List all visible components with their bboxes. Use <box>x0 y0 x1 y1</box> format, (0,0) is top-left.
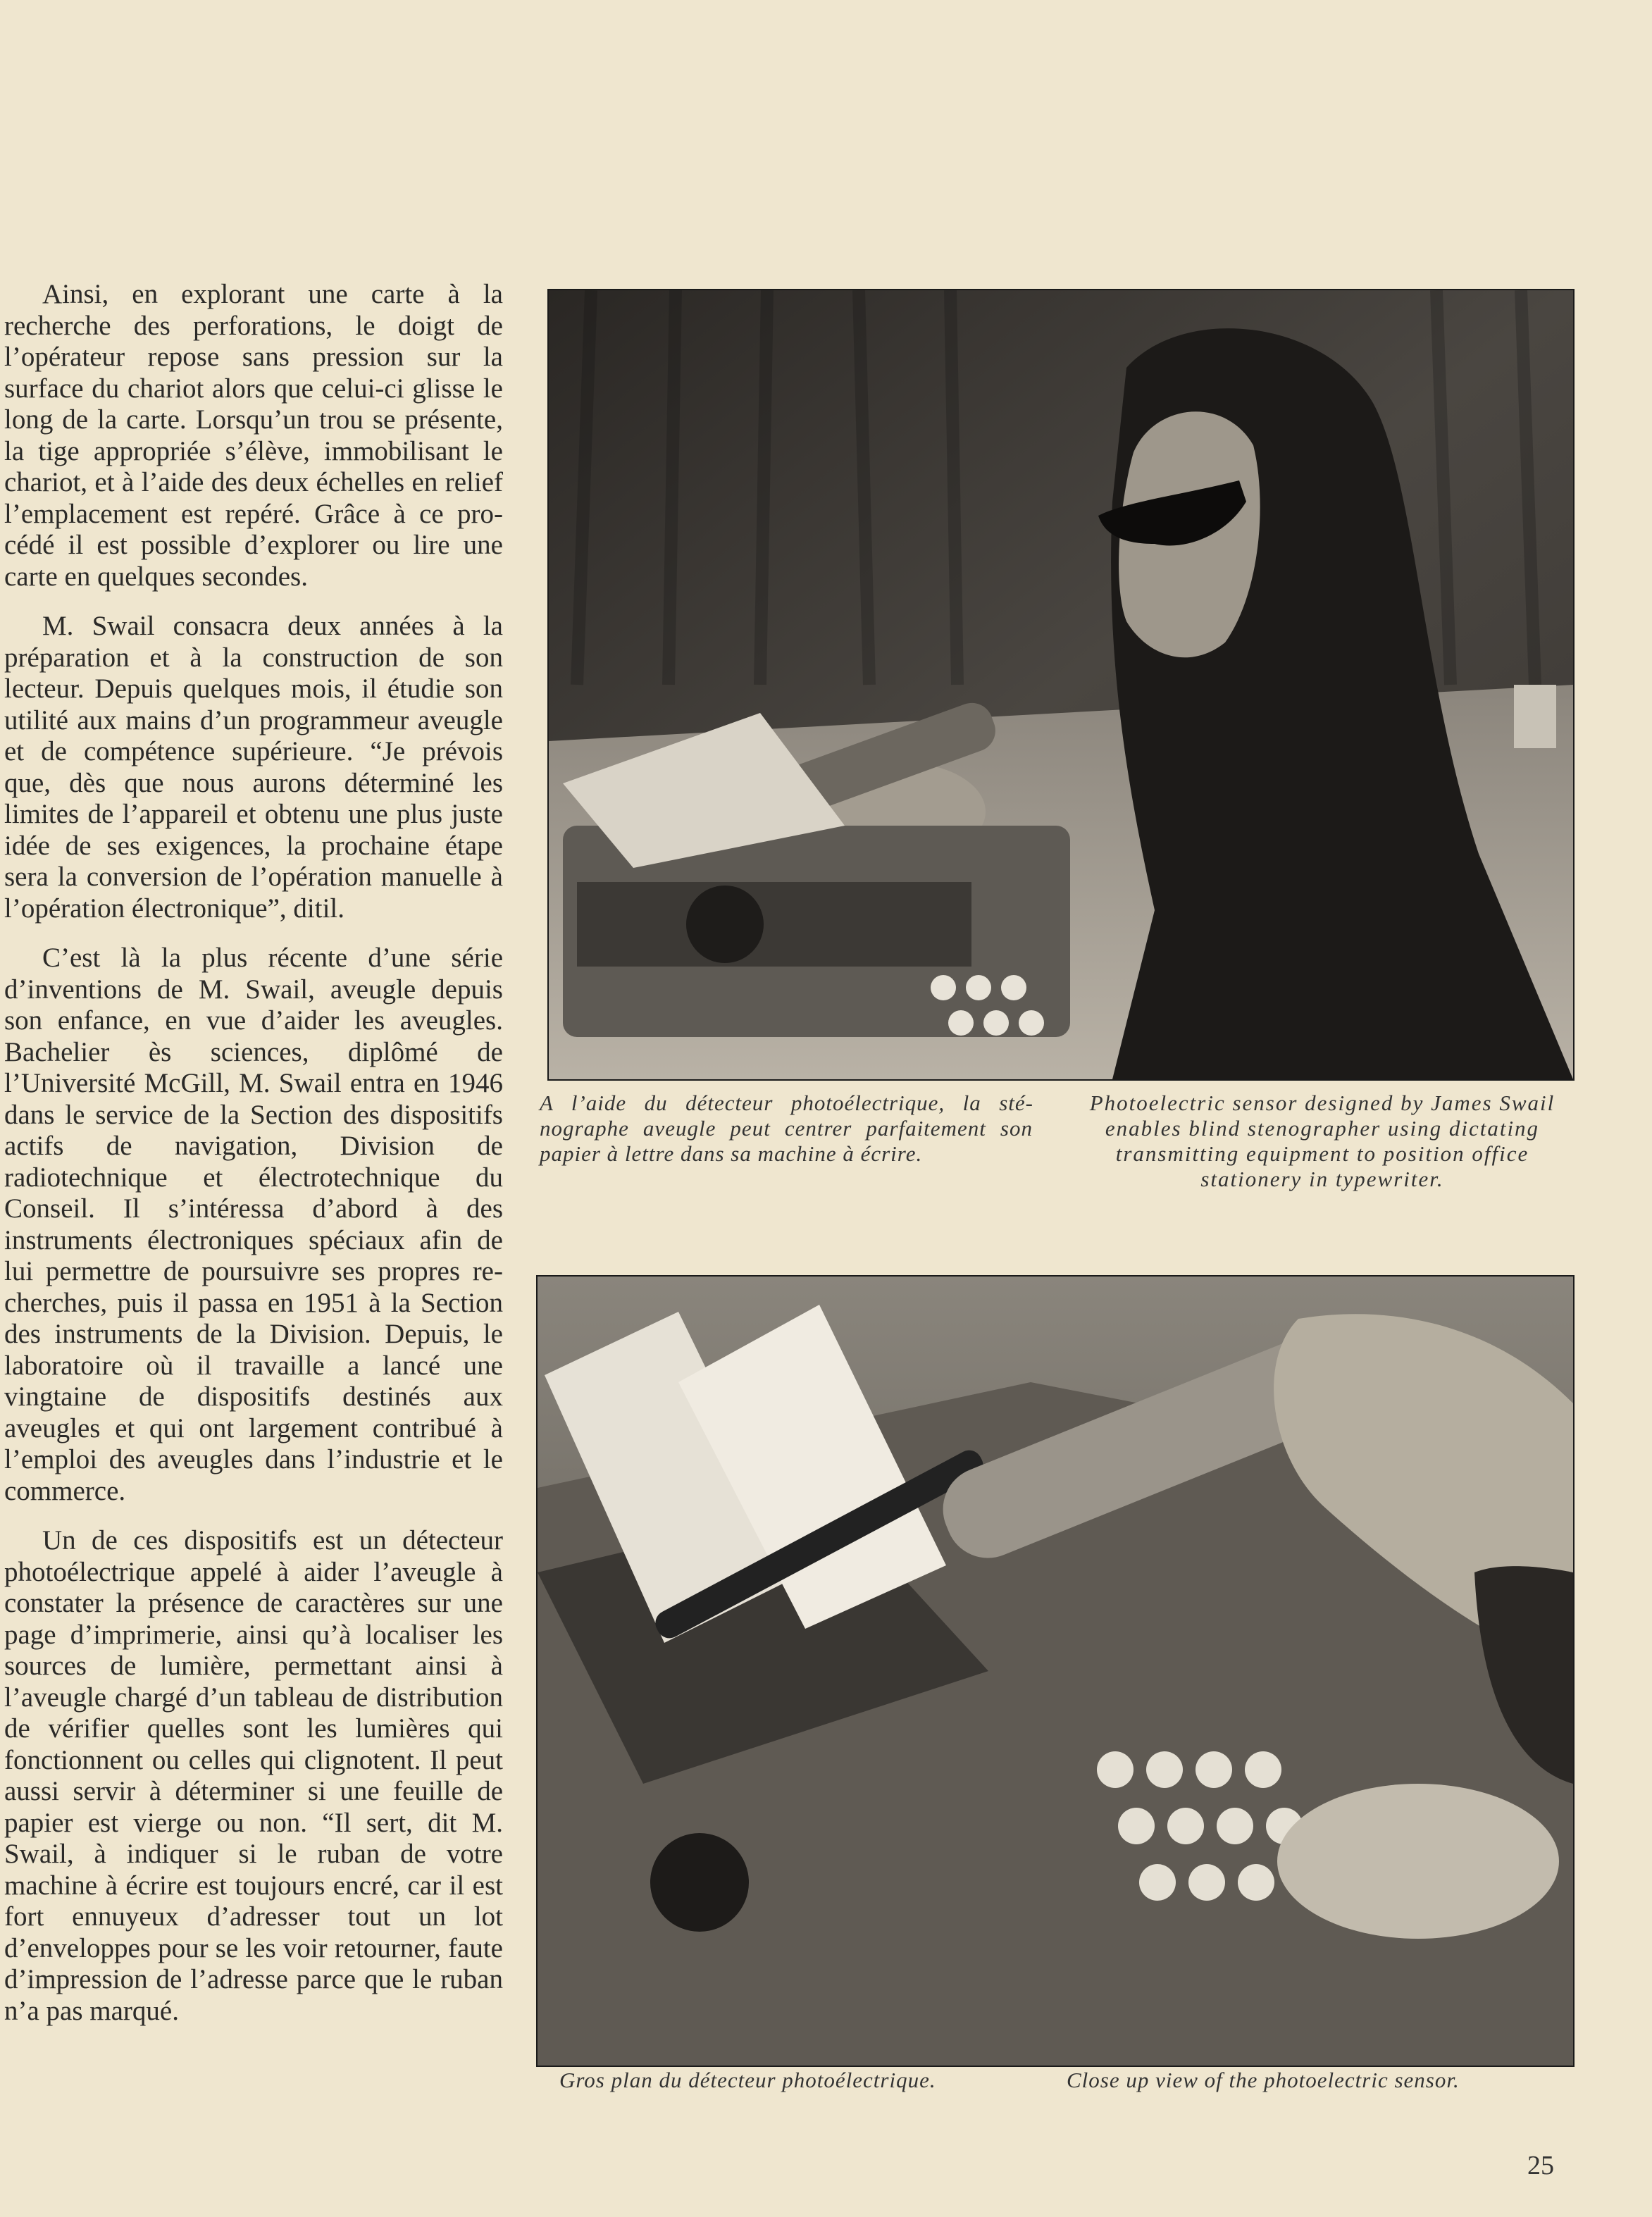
article-column <box>4 279 503 2045</box>
article-paragraph-4: Un de ces dispositifs est un détecteur photoélectrique appelé à aider l’aveugle à constater la présence de caractères sur une page d’imprimerie, ainsi qu’à localiser les sources de lumière, permettant ainsi à l’aveugle chargé d’un tableau de distribution de vérifier quelles sont les lumières qui fonctionnent ou celles qui clignotent. Il peut aussi servir à déterminer si une feuille de papier est vierge ou non. “Il sert, dit M. Swail, à indiquer si le ruban de votre machine à écrire est toujours encré, car il est fort ennuyeux d’adresser tout un lot d’enveloppes pour se les voir retourner, faute d’impression de l’adresse parce que le ruban n’a pas marqué. <box>4 1525 503 2026</box>
photo1-caption-french: A l’aide du détecteur photoélectrique, la sténographe aveugle peut centrer parfaitement son papier à lettre dans sa machine à écrire. <box>540 1091 1033 1166</box>
article-paragraph-3: C’est là la plus récente d’une série d’inventions de M. Swail, aveugle depuis son enfance, en vue d’aider les aveugles. Bachelier ès sciences, diplômé de l’Université McGill, M. Swail entra en 1946 dans le service de la Section des dispositifs actifs de navigation, Division de radiotechnique et électrotechnique du Conseil. Il s’intéressa d’abord à des instruments électroniques spéciaux afin de lui permettre de poursuivre ses propres recherches, puis il passa en 1951 à la Section des instruments de la Division. Depuis, le laboratoire où il travaille a lancé une vingtaine de dispositifs destinés aux aveugles et qui ont largement contribué à l’emploi des aveugles dans l’industrie et le commerce. <box>4 943 503 1506</box>
bleed-through-text <box>235 49 1611 232</box>
page-number: 25 <box>1527 2151 1554 2180</box>
photo1-caption-english: Photoelectric sensor designed by James Swail enables blind stenographer using dictating transmitting equipment to position office stationery in typewriter. <box>1089 1091 1555 1191</box>
photo2-caption-english: Close up view of the photoelectric sensor. <box>1067 2068 1460 2092</box>
article-paragraph-1: Ainsi, en explorant une carte à la recherche des perforations, le doigt de l’opérateur repose sans pression sur la surface du chariot alors que celui-ci glisse le long de la carte. Lorsqu’un trou se présente, la tige appropriée s’élève, immobilisant le chariot, et à l’aide des deux échelles en relief l’emplacement est repéré. Grâce à ce procédé il est possible d’explorer ou lire une carte en quelques secondes. <box>4 279 503 592</box>
article-paragraph-2: M. Swail consacra deux années à la préparation et à la construction de son lecteur. Depuis quelques mois, il étudie son utilité aux mains d’un programmeur aveugle et de compétence supérieure. “Je prévois que, dès que nous aurons déterminé les limites de l’appareil et obtenu une plus juste idée de ses exigences, la prochaine étape sera la conversion de l’opération manuelle à l’opération électronique”, ditil. <box>4 611 503 924</box>
photo2-caption-french: Gros plan du détecteur photoélectrique. <box>559 2068 936 2092</box>
photo-sensor-closeup <box>536 1275 1575 2067</box>
photo-sensor-closeup-image <box>538 1277 1573 2066</box>
photo-stenographer-image <box>549 290 1573 1079</box>
photo-stenographer-typewriter <box>547 289 1575 1081</box>
